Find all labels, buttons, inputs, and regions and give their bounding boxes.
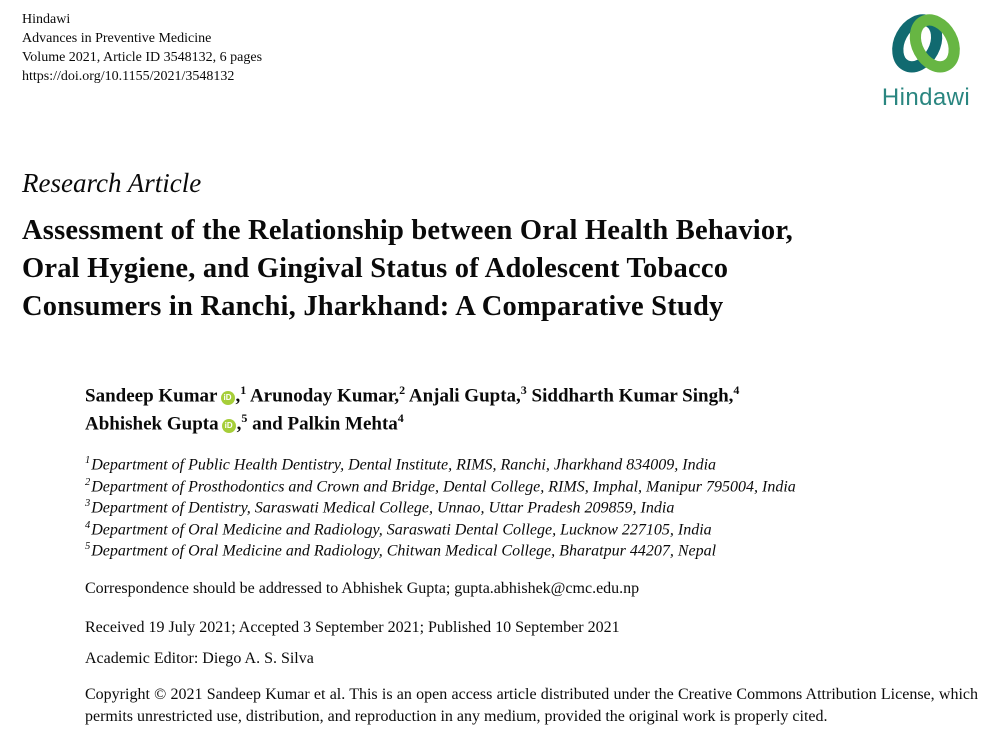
affiliation-item: $^5$Department of Oral Medicine and Radiology, Chitwan Medical College, Bharatpur 44207, Nepal <box>85 541 717 560</box>
title-line: Consumers in Ranchi, Jharkhand: A Comparative Study <box>22 290 724 322</box>
orcid-icon[interactable]: iD <box>222 419 236 433</box>
academic-editor: Academic Editor: Diego A. S. Silva <box>85 650 314 668</box>
article-history: Received 19 July 2021; Accepted 3 September 2021; Published 10 September 2021 <box>85 619 620 637</box>
volume-info: Volume 2021, Article ID 3548132, 6 pages <box>22 50 263 66</box>
copyright-notice: Copyright © 2021 Sandeep Kumar et al. This is an open access article distributed under the Creative Commons Attribution License, which permits unrestricted use, distribution, and reproduction in any medium, provided the original work is properly cited. <box>85 686 978 725</box>
journal-name: Advances in Preventive Medicine <box>22 31 212 47</box>
affiliation-list <box>85 454 978 561</box>
author-name: Abhishek Gupta <box>85 412 219 434</box>
author-name: Siddharth Kumar Singh <box>531 385 729 406</box>
article-title <box>22 212 978 326</box>
author-affiliation-ref: 1 <box>240 382 247 397</box>
author-affiliation-ref: 2 <box>399 382 406 397</box>
author-name: Palkin Mehta <box>287 412 398 434</box>
publisher-name: Hindawi <box>22 12 71 27</box>
author-line: Abhishek Gupta iD ,$^5$ and Palkin Mehta$^4$ <box>85 410 404 434</box>
publication-meta <box>22 10 262 86</box>
title-line: Oral Hygiene, and Gingival Status of Adolescent Tobacco <box>22 252 729 284</box>
hindawi-wordmark: Hindawi <box>881 84 971 111</box>
author-name: Sandeep Kumar <box>85 385 218 406</box>
orcid-icon[interactable]: iD <box>221 391 235 405</box>
author-name: Anjali Gupta <box>408 385 517 406</box>
author-name: Arunoday Kumar <box>249 385 395 406</box>
article-type-label: Research Article <box>22 168 202 198</box>
author-affiliation-ref: 3 <box>520 382 527 397</box>
correspondence-note: Correspondence should be addressed to Abhishek Gupta; gupta.abhishek@cmc.edu.np <box>85 579 640 597</box>
title-line: Assessment of the Relationship between Oral Health Behavior, <box>22 215 793 246</box>
masthead <box>22 10 978 112</box>
affiliation-item: $^3$Department of Dentistry, Saraswati Medical College, Unnao, Uttar Pradesh 209859, India <box>85 498 675 517</box>
hindawi-logo <box>878 8 974 112</box>
author-line: Sandeep Kumar iD ,$^1$ Arunoday Kumar,$^2$ Anjali Gupta,$^3$ Siddharth Kumar Singh,$^4$ <box>85 382 740 406</box>
hindawi-rings-icon <box>878 8 974 82</box>
author-affiliation-ref: 4 <box>733 382 740 397</box>
author-affiliation-ref: 4 <box>397 410 404 425</box>
affiliation-item: $^4$Department of Oral Medicine and Radiology, Saraswati Dental College, Lucknow 227105, India <box>85 519 712 539</box>
affiliation-item: $^2$Department of Prosthodontics and Crown and Bridge, Dental College, RIMS, Imphal, Manipur 795004, India <box>85 476 796 496</box>
affiliation-item: $^1$Department of Public Health Dentistry, Dental Institute, RIMS, Ranchi, Jharkhand 834009, India <box>85 455 717 474</box>
author-list <box>85 382 978 438</box>
doi-link[interactable]: https://doi.org/10.1155/2021/3548132 <box>22 69 235 85</box>
author-affiliation-ref: 5 <box>241 410 248 425</box>
